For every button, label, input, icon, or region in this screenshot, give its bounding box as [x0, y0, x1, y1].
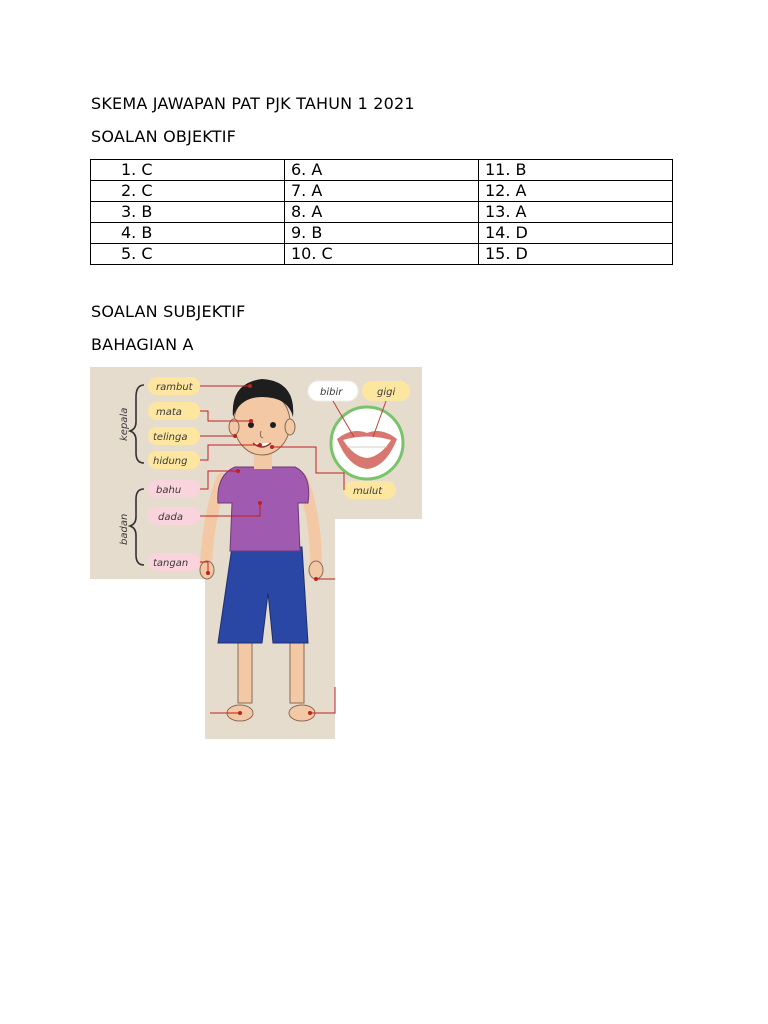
table-cell: 2. C	[91, 181, 285, 202]
table-cell: 15. D	[479, 244, 673, 265]
table-row	[91, 181, 673, 202]
table-cell: 4. B	[91, 223, 285, 244]
table-cell: 6. A	[285, 160, 479, 181]
label-mulut	[344, 481, 396, 499]
table-cell: 5. C	[91, 244, 285, 265]
table-cell: 14. D	[479, 223, 673, 244]
table-cell: 12. A	[479, 181, 673, 202]
table-row	[91, 244, 673, 265]
svg-text:dada: dada	[158, 512, 183, 523]
label-bahu	[148, 480, 200, 498]
label-mata	[148, 402, 200, 420]
section-objective-heading: SOALAN OBJEKTIF	[91, 127, 237, 146]
svg-text:hidung: hidung	[153, 456, 188, 467]
table-row	[91, 202, 673, 223]
table-cell: 7. A	[285, 181, 479, 202]
shorts	[218, 547, 308, 643]
part-a-heading: BAHAGIAN A	[91, 335, 194, 354]
svg-text:mulut: mulut	[353, 486, 383, 497]
svg-text:gigi: gigi	[377, 387, 396, 398]
body-parts-diagram	[90, 367, 422, 739]
svg-text:bahu: bahu	[156, 485, 182, 496]
label-telinga	[148, 427, 200, 445]
svg-text:rambut: rambut	[156, 382, 193, 393]
mouth-inset	[331, 407, 403, 479]
svg-text:tangan: tangan	[153, 558, 189, 569]
table-row	[91, 160, 673, 181]
head-group-label: kepala	[119, 407, 130, 441]
label-rambut	[148, 377, 200, 395]
label-tangan	[148, 553, 200, 571]
label-bibir	[308, 381, 358, 401]
table-cell: 3. B	[91, 202, 285, 223]
svg-text:mata: mata	[156, 407, 182, 418]
page-title: SKEMA JAWAPAN PAT PJK TAHUN 1 2021	[91, 94, 415, 113]
answer-table	[90, 159, 673, 265]
table-cell: 10. C	[285, 244, 479, 265]
label-hidung	[148, 451, 200, 469]
table-cell: 1. C	[91, 160, 285, 181]
body-group-label: badan	[119, 513, 130, 545]
table-cell: 8. A	[285, 202, 479, 223]
section-subjective-heading: SOALAN SUBJEKTIF	[91, 302, 246, 321]
table-cell: 9. B	[285, 223, 479, 244]
table-row	[91, 223, 673, 244]
label-dada	[148, 507, 200, 525]
svg-text:telinga: telinga	[153, 432, 188, 443]
shirt	[218, 467, 309, 551]
svg-text:bibir: bibir	[320, 387, 343, 398]
table-cell: 13. A	[479, 202, 673, 223]
table-cell: 11. B	[479, 160, 673, 181]
label-gigi	[362, 381, 410, 401]
